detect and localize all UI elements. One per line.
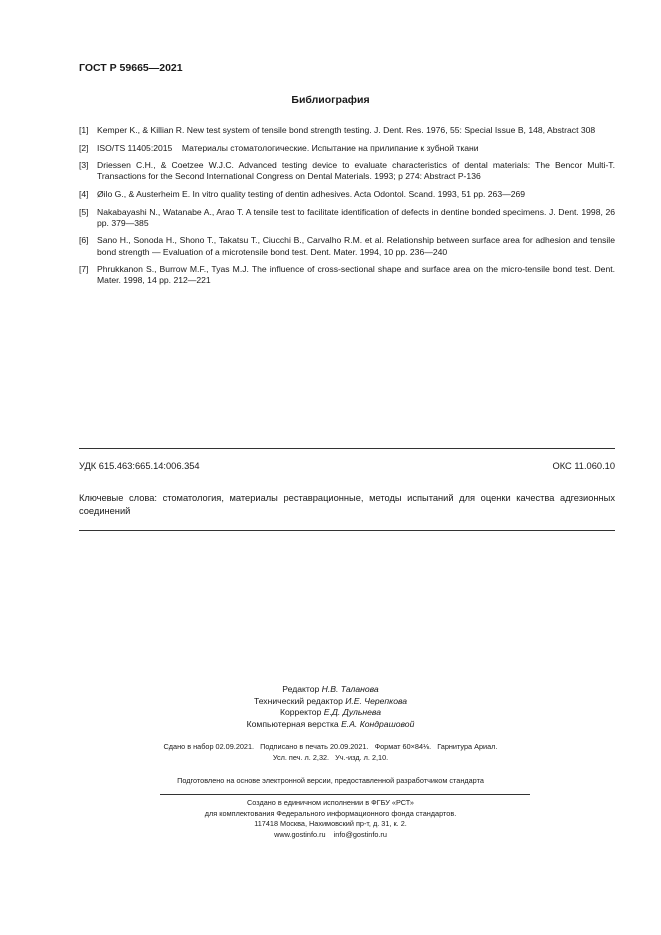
publisher-line: Создано в единичном исполнении в ФГБУ «РСТ» [247, 798, 414, 807]
footer-divider [160, 794, 530, 795]
reference-list [79, 125, 615, 293]
reference-item [79, 207, 615, 229]
reference-item [79, 125, 615, 136]
bibliography-title: Библиография [291, 94, 370, 106]
reference-text: Kemper K., & Killian R. New test system of tensile bond strength testing. J. Dent. Res. 1976, 55: Special Issue B, 148, Abstract 308 [97, 125, 596, 135]
divider-top [79, 448, 615, 449]
editor-role: Корректор [279, 707, 322, 718]
reference-number: [7] [79, 264, 89, 275]
reference-text: Øilo G., & Austerheim E. In vitro quality testing of dentin adhesives. Acta Odontol. Scand. 1993, 51 pp. 263—269 [97, 188, 526, 199]
prepared-note: Подготовлено на основе электронной версии, предоставленной разработчиком стандарта [177, 776, 484, 785]
reference-text: ISO/TS 11405:2015 Материалы стоматологические. Испытание на прилипание к зубной ткани [97, 142, 479, 153]
editor-row [0, 707, 661, 719]
oks-code: ОКС 11.060.10 [552, 461, 615, 471]
reference-item [79, 264, 615, 286]
reference-item [79, 235, 615, 257]
editor-name: Е.Д. Дульнева [323, 707, 382, 718]
reference-item [79, 143, 615, 154]
reference-text: Phrukkanon S., Burrow M.F., Tyas M.J. The influence of cross-sectional shape and surface area on the micro-tensile bond test. Dent. Mater. 1998, 14 pp. 212—221 [97, 264, 615, 286]
editor-row [0, 696, 661, 708]
print-info [0, 742, 661, 763]
print-info-line: Сдано в набор 02.09.2021. Подписано в печать 20.09.2021. Формат 60×84⅛. Гарнитура Ариал. [163, 742, 498, 751]
editors-block [0, 684, 661, 730]
editor-name: Е.А. Кондрашовой [341, 718, 415, 729]
reference-number: [3] [79, 160, 89, 171]
editor-row [0, 684, 661, 696]
reference-number: [6] [79, 235, 89, 246]
editor-role: Технический редактор [253, 695, 343, 706]
udk-code: УДК 615.463:665.14:006.354 [79, 461, 200, 471]
publisher-links: www.gostinfo.ru info@gostinfo.ru [274, 829, 387, 839]
standard-id: ГОСТ Р 59665—2021 [79, 62, 183, 74]
keywords: Ключевые слова: стоматология, материалы реставрационные, методы испытаний для оценки качества адгезионных соединений [79, 493, 615, 516]
reference-text: Sano H., Sonoda H., Shono T., Takatsu T., Ciucchi B., Carvalho R.M. et al. Relationship between surface area for adhesion and tensile bond strength — Evaluation of a microtensile bond test. Dent. Mater. 1994, 10 pp. 236—240 [97, 235, 615, 257]
reference-item [79, 189, 615, 200]
editor-name: Н.В. Таланова [321, 684, 379, 694]
divider-bottom [79, 530, 615, 531]
editor-row [0, 719, 661, 731]
reference-number: [2] [79, 142, 89, 153]
reference-number: [4] [79, 188, 89, 199]
editor-role: Компьютерная верстка [246, 718, 339, 729]
reference-text: Driessen C.H., & Coetzee W.J.C. Advanced testing device to evaluate characteristics of dental materials: The Bencor Multi-T. Transactions for the Second International Congress on Dental Materials. 1993; p 274: Abstract P-136 [97, 160, 615, 182]
publisher-line: для комплектования Федерального информационного фонда стандартов. [204, 808, 457, 818]
print-info-line: Усл. печ. л. 2,32. Уч.-изд. л. 2,10. [272, 752, 389, 762]
editor-role: Редактор [282, 684, 320, 694]
reference-item [79, 160, 615, 182]
reference-text: Nakabayashi N., Watanabe A., Arao T. A tensile test to facilitate identification of defects in dentine bonded specimens. J. Dent. 1998, 26 pp. 379—385 [97, 206, 615, 228]
reference-number: [1] [79, 125, 89, 135]
editor-name: И.Е. Черепкова [345, 695, 408, 706]
publisher-line: 117418 Москва, Нахимовский пр-т, д. 31, к. 2. [254, 819, 407, 829]
reference-number: [5] [79, 206, 89, 217]
publisher-info [0, 798, 661, 840]
